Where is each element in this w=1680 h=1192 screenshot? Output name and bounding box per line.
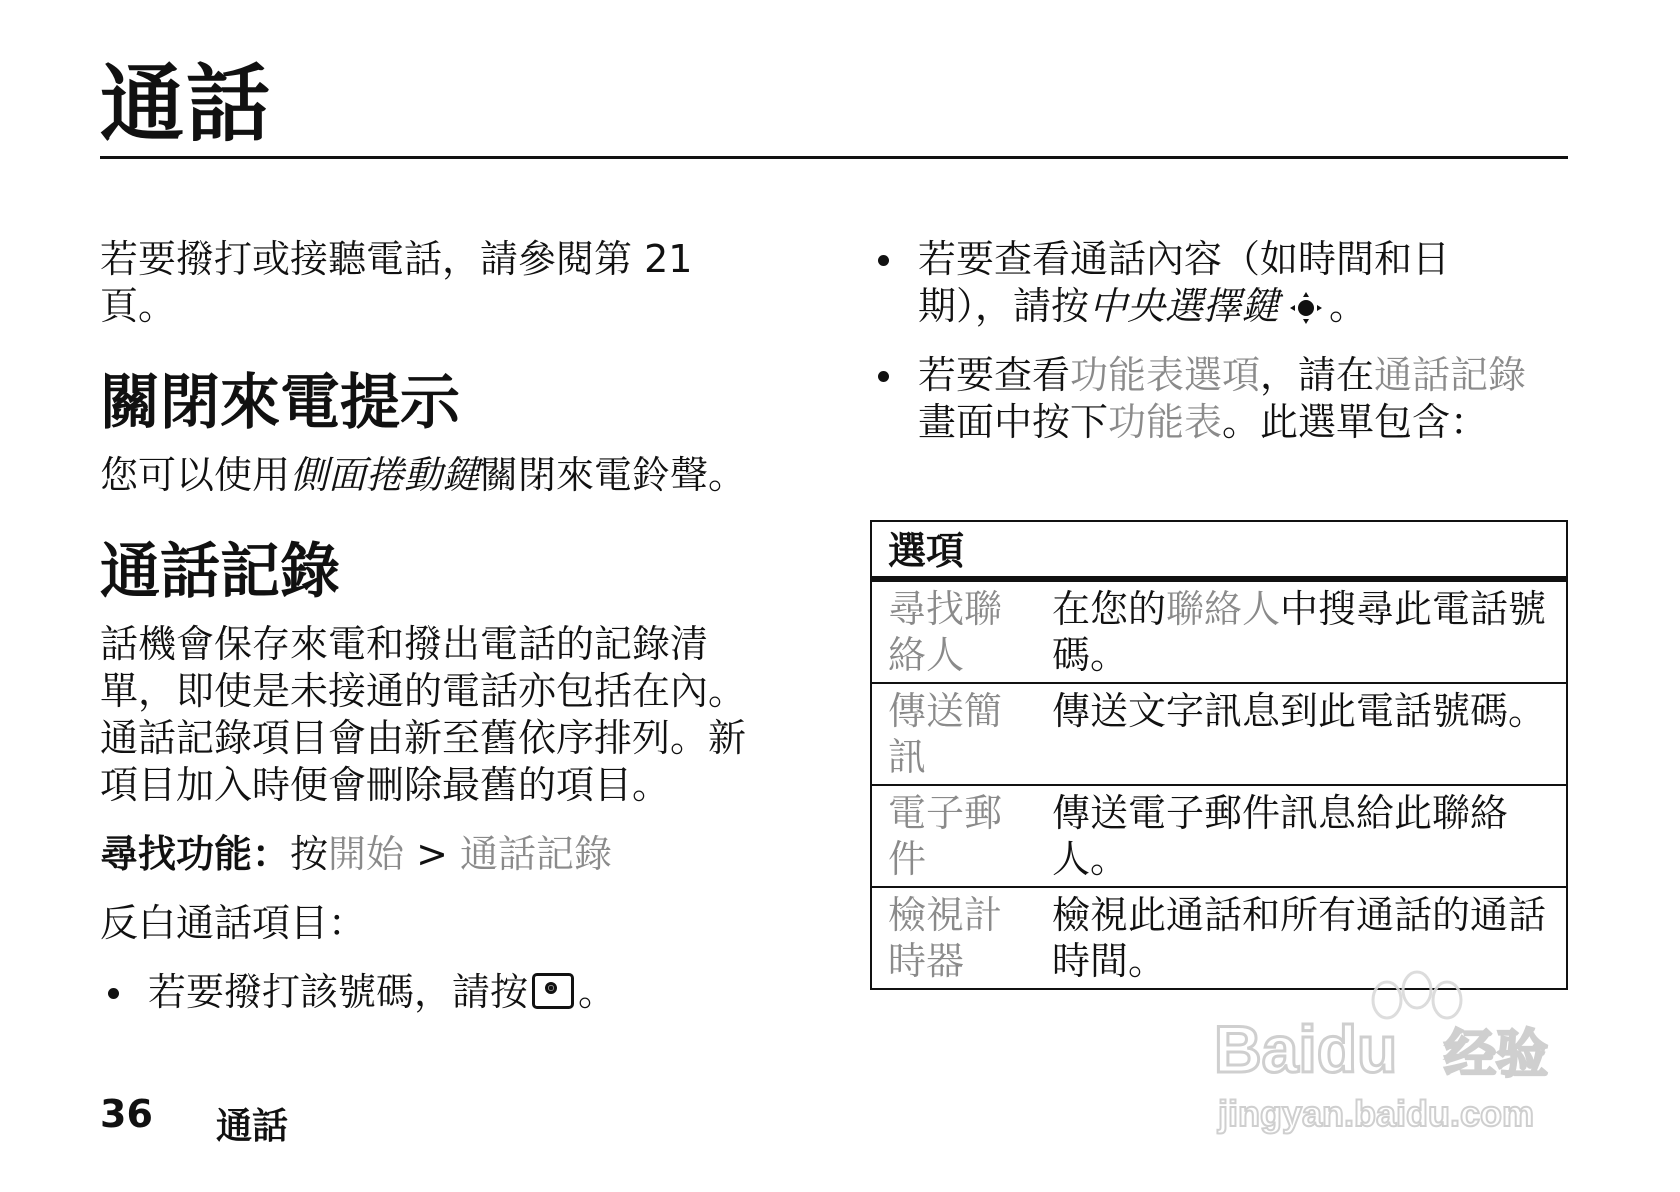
details-text-post: 。 xyxy=(1329,284,1368,328)
call-log-heading: 通話記錄 xyxy=(100,537,340,607)
send-key-icon xyxy=(532,973,574,1009)
dial-text-pre: 若要撥打該號碼，請按 xyxy=(148,970,529,1014)
title-divider xyxy=(100,156,1568,159)
call-log-screen-label: 通話記錄 xyxy=(1374,353,1527,397)
mute-text-post: 關閉來電鈴聲。 xyxy=(480,453,747,497)
find-contact-desc-pre: 在您的 xyxy=(1052,587,1167,631)
menu-text-a: 若要查看 xyxy=(918,353,1071,397)
options-table-header: 選項 xyxy=(871,521,1567,579)
intro-line-2: 頁。 xyxy=(100,284,177,328)
table-row xyxy=(871,785,1567,887)
right-column xyxy=(870,236,1570,468)
bullet-dial-number xyxy=(100,969,800,1016)
page-title: 通話 xyxy=(100,55,273,153)
menu-path-call-log: 通話記錄 xyxy=(460,832,613,876)
center-select-key-label: 中央選擇鍵 xyxy=(1089,284,1280,328)
mute-heading: 關閉來電提示 xyxy=(100,368,460,438)
menu-text-b: ，請在 xyxy=(1260,353,1375,397)
details-text-pre: 若要查看通話內容（如時間和日期），請按 xyxy=(918,237,1451,328)
intro-line-1: 若要撥打或接聽電話，請參閱第 21 xyxy=(100,237,693,281)
option-name-send-sms: 傳送簡訊 xyxy=(871,683,1036,785)
menu-text-d: 。此選單包含： xyxy=(1222,400,1489,444)
option-desc-email: 傳送電子郵件訊息給此聯絡人。 xyxy=(1036,785,1567,887)
dial-text-post: 。 xyxy=(578,970,617,1014)
intro-paragraph xyxy=(100,236,800,330)
center-select-key-icon xyxy=(1289,291,1323,325)
table-row xyxy=(871,579,1567,683)
watermark-url: jingyan.baidu.com xyxy=(1218,1093,1535,1134)
table-row xyxy=(871,683,1567,785)
find-feature-line xyxy=(100,831,800,878)
contacts-link-label: 聯絡人 xyxy=(1166,587,1281,631)
footer-chapter-label: 通話 xyxy=(216,1106,289,1147)
highlight-entry-line: 反白通話項目： xyxy=(100,901,367,945)
find-press: 按 xyxy=(290,832,329,876)
option-name-find-contact: 尋找聯絡人 xyxy=(871,579,1036,683)
find-contact-desc-post: 中搜尋此電話號碼。 xyxy=(1052,587,1547,677)
mute-text-pre: 您可以使用 xyxy=(100,453,291,497)
bullet-view-details xyxy=(870,236,1538,330)
menu-options-label: 功能表選項 xyxy=(1070,353,1261,397)
menu-path-separator: > xyxy=(404,832,461,876)
option-desc-send-sms: 傳送文字訊息到此電話號碼。 xyxy=(1036,683,1567,785)
mute-paragraph xyxy=(100,452,800,499)
bullet-view-menu xyxy=(870,352,1538,446)
watermark-brand: Baidu xyxy=(1214,1012,1398,1086)
options-table-header-row xyxy=(871,521,1567,579)
options-table xyxy=(870,520,1568,990)
watermark-suffix: 经验 xyxy=(1444,1025,1549,1085)
option-name-view-timers: 檢視計時器 xyxy=(871,887,1036,989)
menu-path-start: 開始 xyxy=(328,832,405,876)
menu-key-label: 功能表 xyxy=(1108,400,1223,444)
menu-text-c: 畫面中按下 xyxy=(918,400,1109,444)
side-scroll-key-label: 側面捲動鍵 xyxy=(290,453,481,497)
page-number: 36 xyxy=(100,1092,153,1136)
call-bullets xyxy=(100,969,800,1016)
call-log-paragraph: 話機會保存來電和撥出電話的記錄清單，即使是未接通的電話亦包括在內。通話記錄項目會由新至舊依序排列。新項目加入時便會刪除最舊的項目。 xyxy=(100,622,747,807)
option-desc-view-timers: 檢視此通話和所有通話的通話時間。 xyxy=(1036,887,1567,989)
right-bullets xyxy=(870,236,1570,446)
baidu-watermark-logo xyxy=(1212,960,1592,1140)
find-feature-label: 尋找功能： xyxy=(100,832,291,876)
option-desc-find-contact xyxy=(1036,579,1567,683)
left-column xyxy=(100,236,800,1038)
option-name-email: 電子郵件 xyxy=(871,785,1036,887)
